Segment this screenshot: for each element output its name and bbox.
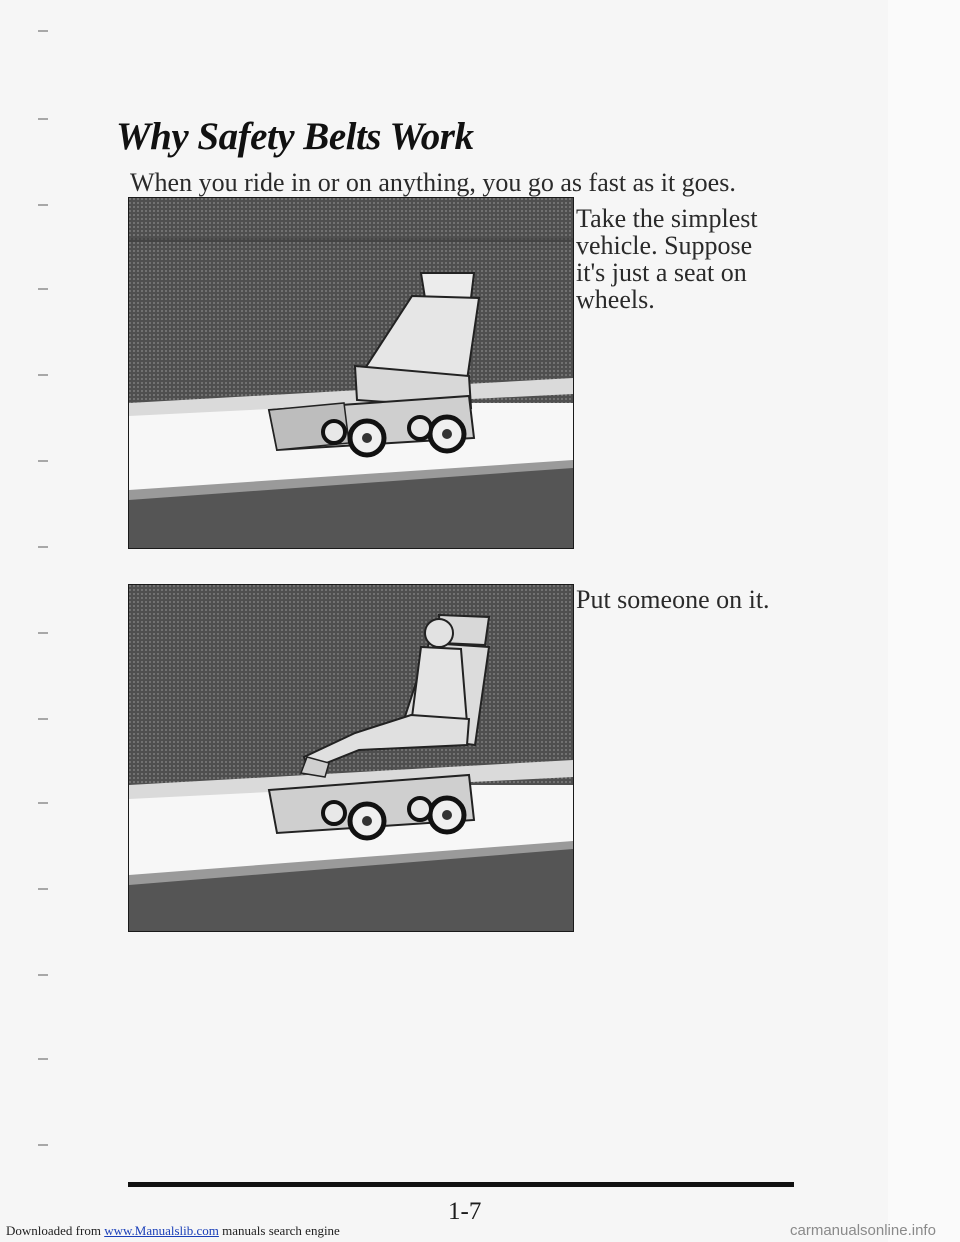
margin-tick (38, 288, 48, 290)
person-on-seat-illustration (128, 584, 574, 932)
margin-tick (38, 632, 48, 634)
footer-suffix: manuals search engine (222, 1223, 340, 1238)
margin-tick (38, 546, 48, 548)
margin-tick (38, 888, 48, 890)
caption-seat-on-wheels: Take the simplest vehicle. Suppose it's just a seat on wheels. (576, 204, 758, 314)
intro-text: When you ride in or on anything, you go as fast as it goes. (130, 168, 736, 197)
caption-person-on-seat: Put someone on it. (576, 585, 770, 614)
margin-tick (38, 718, 48, 720)
page-title: Why Safety Belts Work (116, 115, 474, 158)
margin-tick (38, 204, 48, 206)
margin-tick (38, 374, 48, 376)
margin-tick (38, 460, 48, 462)
margin-tick (38, 1058, 48, 1060)
seat-on-wheels-illustration (128, 197, 574, 549)
watermark-text: carmanualsonline.info (790, 1222, 936, 1239)
margin-tick (38, 1144, 48, 1146)
footer-prefix: Downloaded from (6, 1223, 101, 1238)
margin-tick (38, 118, 48, 120)
bottom-rule (128, 1182, 794, 1187)
download-footer (6, 1223, 340, 1239)
page-number: 1-7 (448, 1198, 482, 1225)
margin-tick (38, 802, 48, 804)
margin-tick (38, 30, 48, 32)
margin-tick (38, 974, 48, 976)
manualslib-link[interactable]: www.Manualslib.com (104, 1223, 219, 1238)
page-edge-strip (888, 0, 960, 1242)
